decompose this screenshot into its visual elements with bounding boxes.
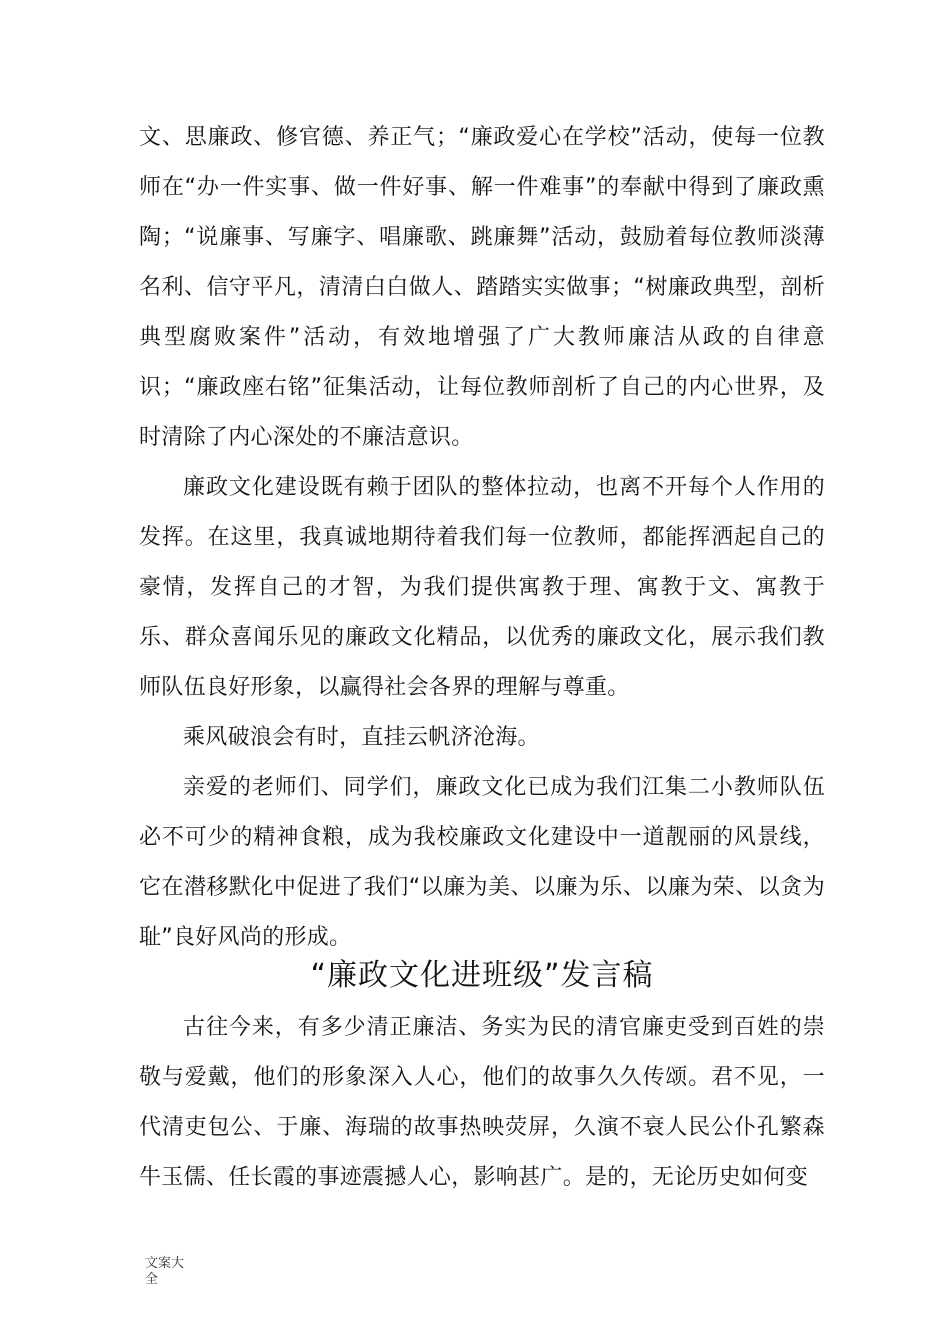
paragraph-expectations: 廉政文化建设既有赖于团队的整体拉动，也离不开每个人作用的发挥。在这里，我真诚地期待着我们每一位教师，都能挥洒起自己的豪情，发挥自己的才智，为我们提供寓教于理、寓教于文、寓教于乐、群众喜闻乐见的廉政文化精品，以优秀的廉政文化，展示我们教师队伍良好形象，以赢得社会各界的理解与尊重。 [139, 475, 825, 700]
speech-body [139, 1003, 825, 1203]
page-footer: 文案大全 [145, 1256, 185, 1287]
paragraph-opening: 古往今来，有多少清正廉洁、务实为民的清官廉吏受到百姓的崇敬与爱戴，他们的形象深入人心，他们的故事久久传颂。君不见，一代清吏包公、于廉、海瑞的故事热映荧屏，久演不衰人民公仆孔繁森牛玉儒、任长霞的事迹震撼人心，影响甚广。是的，无论历史如何变 [139, 1015, 825, 1190]
paragraph-poem-line: 乘风破浪会有时，直挂云帆济沧海。 [183, 725, 540, 750]
paragraph-closing: 亲爱的老师们、同学们，廉政文化已成为我们江集二小教师队伍必不可少的精神食粮，成为我校廉政文化建设中一道靓丽的风景线，它在潜移默化中促进了我们“以廉为美、以廉为乐、以廉为荣、以贪为耻”良好风尚的形成。 [139, 775, 825, 950]
paragraph-activities: 文、思廉政、修官德、养正气；“廉政爱心在学校”活动，使每一位教师在“办一件实事、做一件好事、解一件难事”的奉献中得到了廉政熏陶；“说廉事、写廉字、唱廉歌、跳廉舞”活动，鼓励着每位教师淡薄名利、信守平凡，清清白白做人、踏踏实实做事；“树廉政典型，剖析典型腐败案件”活动，有效地增强了广大教师廉洁从政的自律意识；“廉政座右铭”征集活动，让每位教师剖析了自己的内心世界，及时清除了内心深处的不廉洁意识。 [139, 125, 825, 450]
speech-body-continued [139, 113, 825, 963]
speech-title: “廉政文化进班级”发言稿 [310, 958, 654, 993]
